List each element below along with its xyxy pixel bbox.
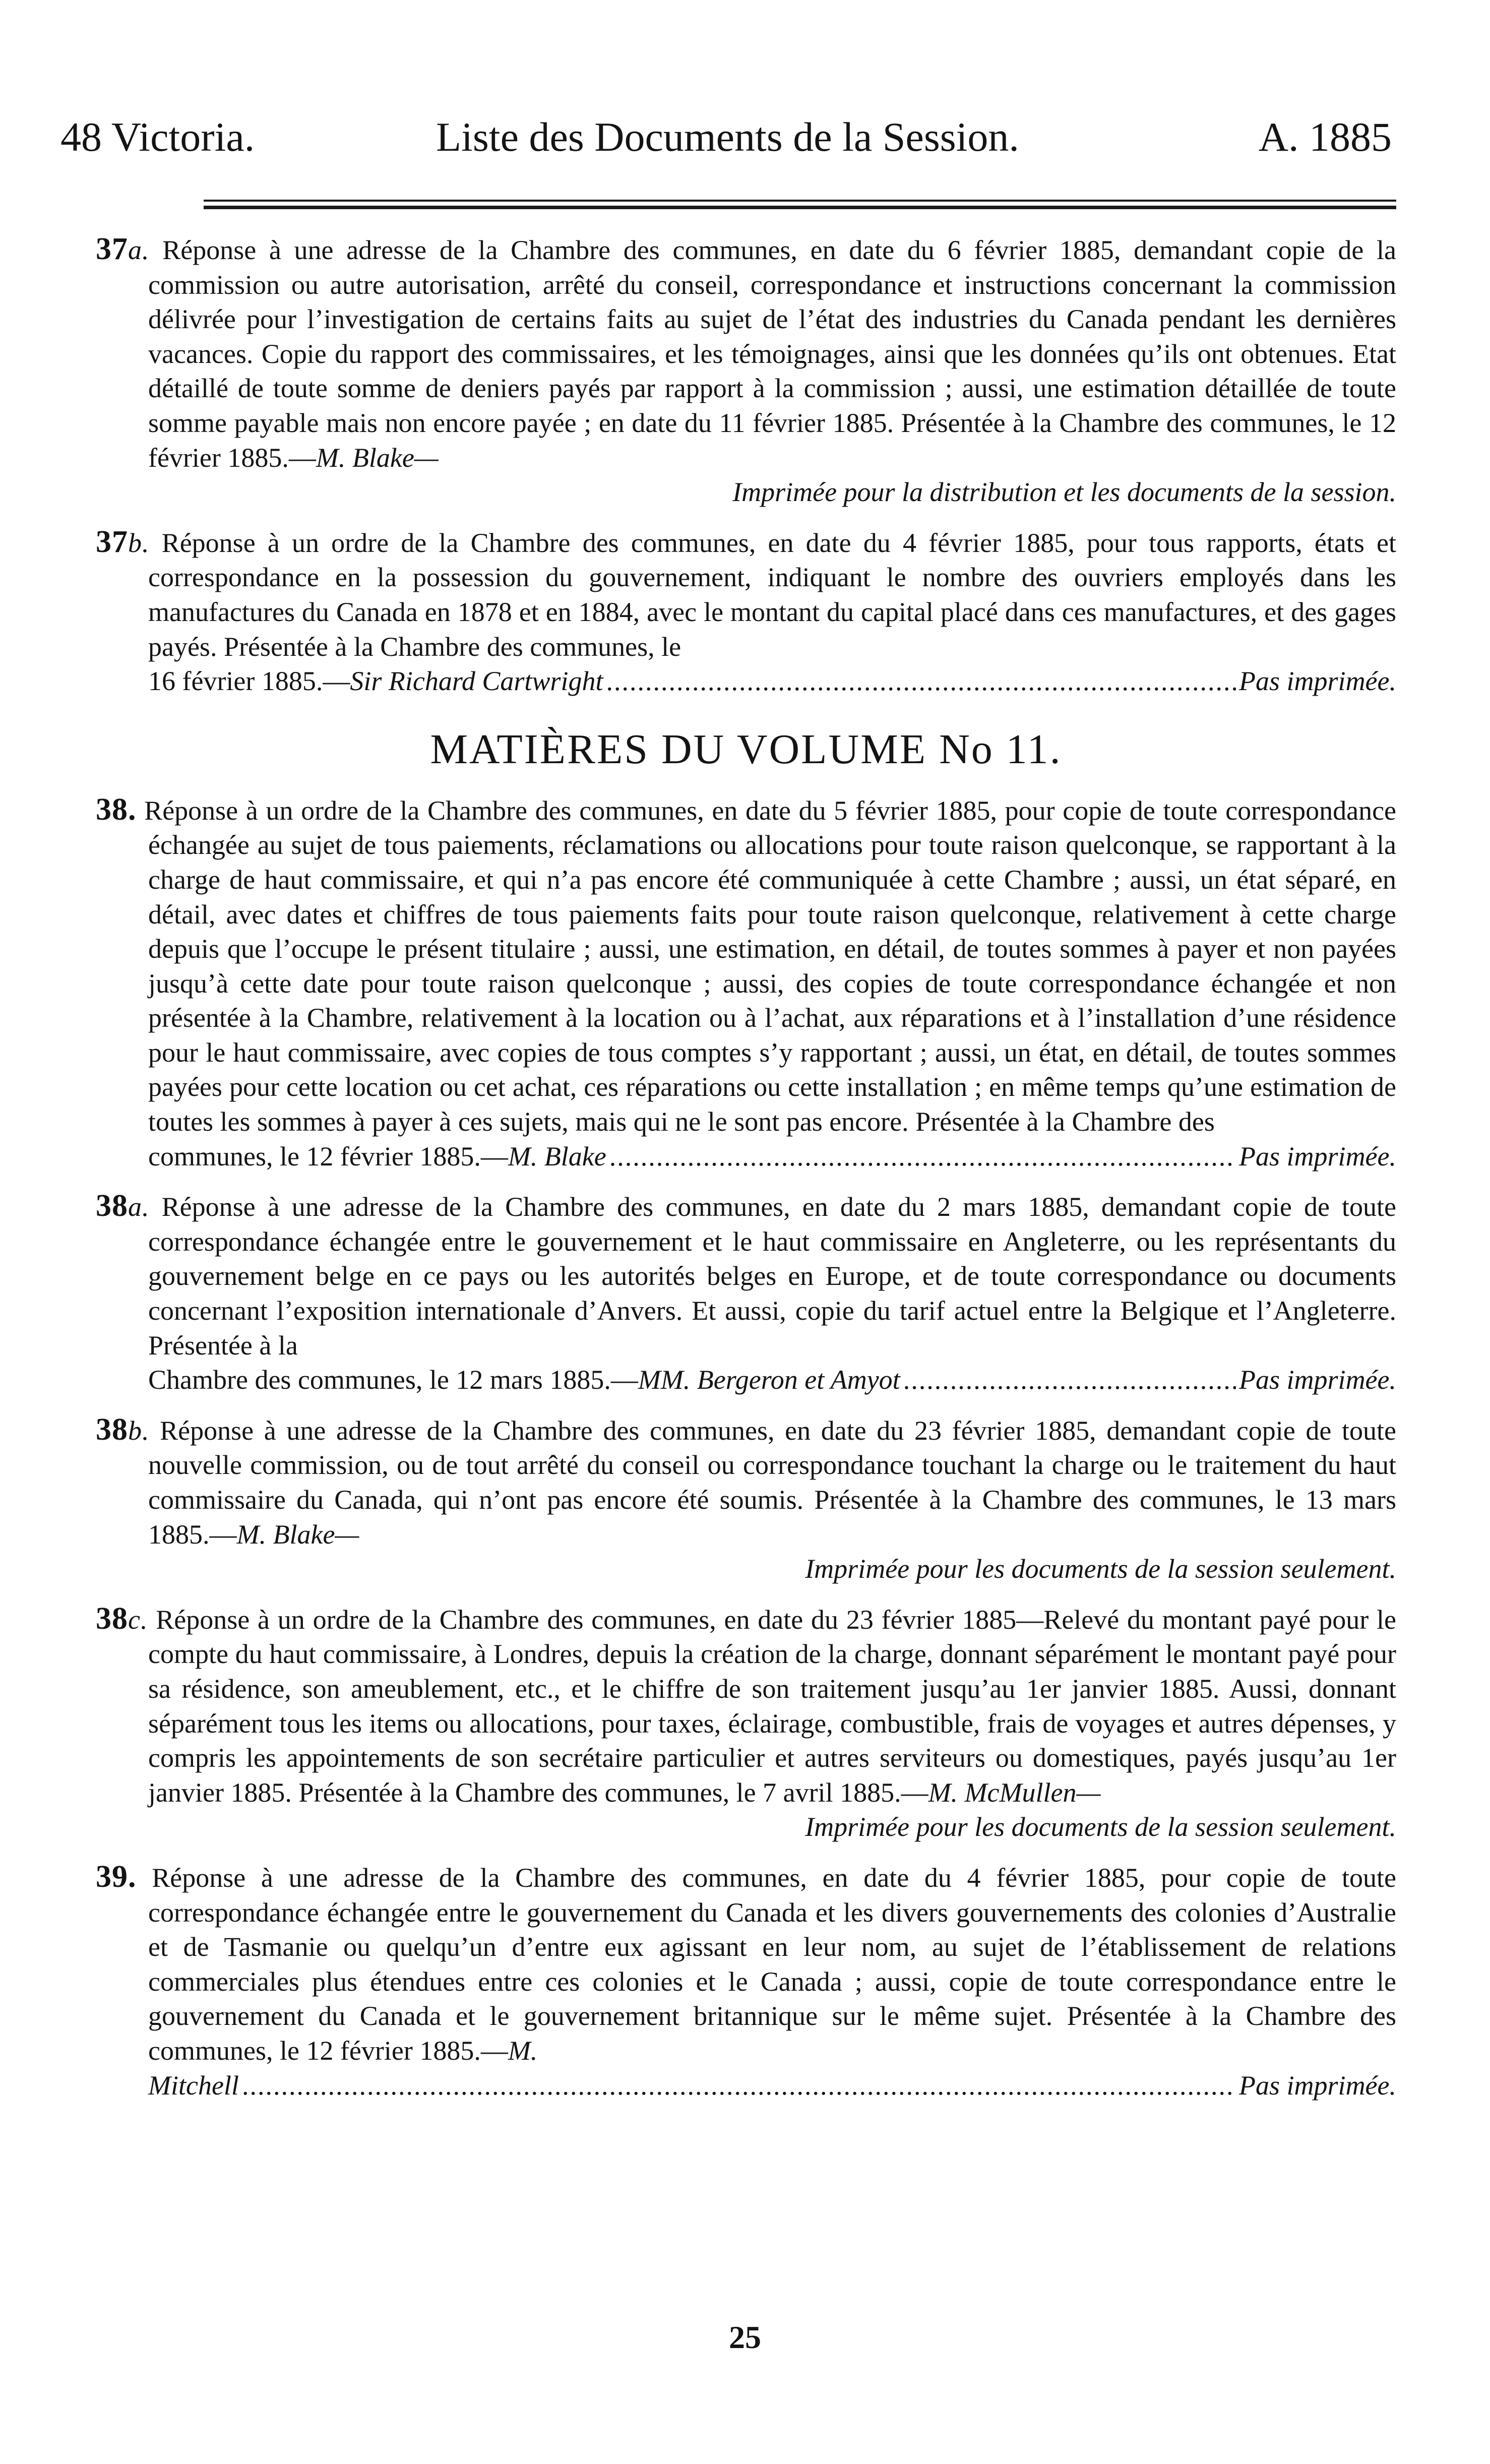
entry-text: Réponse à une adresse de la Chambre des communes, en date du 2 mars 1885, demandant copie de toute correspondance échangée entre le gouvernement et le haut commissaire en Angleterre, ou les représentants du gouvernement belge en ce pays ou les autorités belges en Europe, et de toute correspondance ou documents concernant l’exposition internationale d’Anvers. Et aussi, copie du tarif actuel entre la Belgique et l’Angleterre. Présentée à la (148, 1192, 1397, 1361)
entry-author: M. McMullen— (928, 1777, 1101, 1808)
entry-39 (96, 1860, 1396, 2103)
entry-number: 38. (96, 792, 137, 827)
entry-38a (96, 1189, 1396, 1397)
entry-author: Sir Richard Cartwright (350, 666, 603, 697)
entry-status: Pas imprimée. (1239, 1365, 1396, 1395)
entry-author: M. Blake (508, 1141, 606, 1172)
entry-text: Réponse à une adresse de la Chambre des communes, en date du 4 février 1885, pour copie de toute correspondance échangée entre le gouvernement du Canada et les divers gouvernements des colonies d’Australie et de Tasmanie ou quelqu’un d’entre eux agissant en leur nom, au sujet de l’établissement de relations commerciales plus étendues entre ces colonies et le Canada ; aussi, copie de toute correspondance entre le gouvernement du Canada et le gouvernement britannique sur le même sujet. Présentée à la Chambre des communes, le 12 février 1885.— (148, 1862, 1396, 2066)
entry-status: Pas imprimée. (1239, 1141, 1396, 1172)
entry-leader-line: 16 février 1885.—Sir Richard Cartwright ..... Pas imprimée. (148, 664, 1396, 699)
document-body (96, 232, 1396, 2103)
entry-status: Imprimée pour les documents de la session seulement. (805, 1554, 1396, 1584)
entry-number: 38a. (96, 1189, 150, 1223)
entry-status: Pas imprimée. (1239, 666, 1396, 697)
page-header (60, 113, 1392, 169)
entry-38 (96, 792, 1396, 1174)
entry-number: 38c. (96, 1601, 148, 1636)
entry-author-initial: M. (508, 2035, 538, 2066)
dot-leader (606, 664, 1236, 699)
dot-leader (609, 1139, 1236, 1174)
entry-38c (96, 1601, 1396, 1844)
entry-author: M. Blake— (236, 1519, 359, 1550)
header-title: Liste des Documents de la Session. (436, 114, 1019, 160)
header-left: 48 Victoria. (60, 114, 255, 160)
header-right: A. 1885 (1258, 114, 1392, 160)
entry-status: Imprimée pour la distribution et les documents de la session. (732, 477, 1396, 508)
entry-leader-line (148, 2068, 1396, 2103)
entry-number: 37a. (96, 232, 150, 266)
page-number: 25 (729, 2319, 761, 2355)
entry-author: MM. Bergeron et Amyot (638, 1365, 900, 1395)
entry-text: Réponse à un ordre de la Chambre des communes, en date du 23 février 1885—Relevé du montant payé pour le compte du haut commissaire, à Londres, depuis la création de la charge, donnant séparément le montant payé pour sa résidence, son ameublement, etc., et le chiffre de son traitement jusqu’au 1er janvier 1885. Aussi, donnant séparément tous les items ou allocations, pour taxes, éclairage, combustible, frais de voyages et autres dépenses, y compris les appointements de son secrétaire particulier et autres serviteurs ou domestiques, payés jusqu’au 1er janvier 1885. Présentée à la Chambre des communes, le 7 avril 1885.— (148, 1604, 1397, 1808)
entry-number: 37b. (96, 524, 150, 559)
entry-leader-line: Chambre des communes, le 12 mars 1885.—MM. Bergeron et Amyot ..... Pas imprimée. (148, 1363, 1396, 1397)
entry-author: Mitchell (148, 2070, 239, 2101)
entry-text: Réponse à une adresse de la Chambre des communes, en date du 23 février 1885, demandant copie de toute nouvelle commission, ou de tout arrêté du conseil ou correspondance touchant la charge ou le traitement du haut commissaire du Canada, qui n’ont pas encore été soumis. Présentée à la Chambre des communes, le 13 mars 1885.— (148, 1415, 1397, 1550)
entry-author: M. Blake— (316, 442, 439, 473)
entry-38b (96, 1412, 1396, 1586)
entry-text: Réponse à une adresse de la Chambre des communes, en date du 6 février 1885, demandant copie de la commission ou autre autorisation, arrêté du conseil, correspondance et instructions concernant la commission délivrée pour l’investigation de certains faits au sujet de l’état des industries du Canada pendant les dernières vacances. Copie du rapport des commissaires, et les témoignages, ainsi que les données qu’ils ont obtenues. Etat détaillé de toute somme de deniers payés par rapport à la commission ; aussi, une estimation détaillée de toute somme payable mais non encore payée ; en date du 11 février 1885. Présentée à la Chambre des communes, le 12 février 1885.— (148, 235, 1396, 473)
entry-text: Réponse à un ordre de la Chambre des communes, en date du 4 février 1885, pour tous rapports, états et correspondance en la possession du gouvernement, indiquant le nombre des ouvriers employés dans les manufactures du Canada en 1878 et en 1884, avec le montant du capital placé dans ces manufactures, et des gages payés. Présentée à la Chambre des communes, le (148, 527, 1396, 662)
entry-status: Pas imprimée. (1239, 2070, 1396, 2101)
entry-number: 39. (96, 1859, 137, 1894)
section-title: MATIÈRES DU VOLUME No 11. (430, 725, 1062, 773)
entry-leader-line: communes, le 12 février 1885.—M. Blake ..... Pas imprimée. (148, 1139, 1396, 1174)
dot-leader (903, 1363, 1236, 1397)
entry-37a (96, 232, 1396, 510)
entry-status: Imprimée pour les documents de la session seulement. (805, 1812, 1396, 1842)
dot-leader (242, 2068, 1236, 2103)
entry-number: 38b. (96, 1412, 150, 1447)
entry-text: Réponse à un ordre de la Chambre des communes, en date du 5 février 1885, pour copie de toute correspondance échangée au sujet de tous paiements, réclamations ou allocations pour toute raison quelconque, se rapportant à la charge de haut commissaire, et qui n’a pas encore été communiquée à cette Chambre ; aussi, un état séparé, en détail, avec dates et chiffres de tous paiements faits pour toute raison quelconque, relativement à cette charge depuis que l’occupe le présent titulaire ; aussi, une estimation, en détail, de toutes sommes à payer et non payées jusqu’à cette date pour toute raison quelconque ; aussi, des copies de toute correspondance échangée et non présentée à la Chambre, relativement à la location ou à l’achat, aux réparations et à l’installation d’une résidence pour le haut commissaire, avec copies de tous comptes s’y rapportant ; aussi, un état, en détail, de toutes sommes payées pour cette location ou cet achat, ces réparations ou cette installation ; en même temps qu’une estimation de toutes les sommes à payer à ces sujets, mais qui ne le sont pas encore. Présentée à la Chambre des (144, 795, 1397, 1137)
header-rule-thick (204, 206, 1396, 209)
header-rule-thin (204, 200, 1396, 202)
entry-37b (96, 525, 1396, 699)
